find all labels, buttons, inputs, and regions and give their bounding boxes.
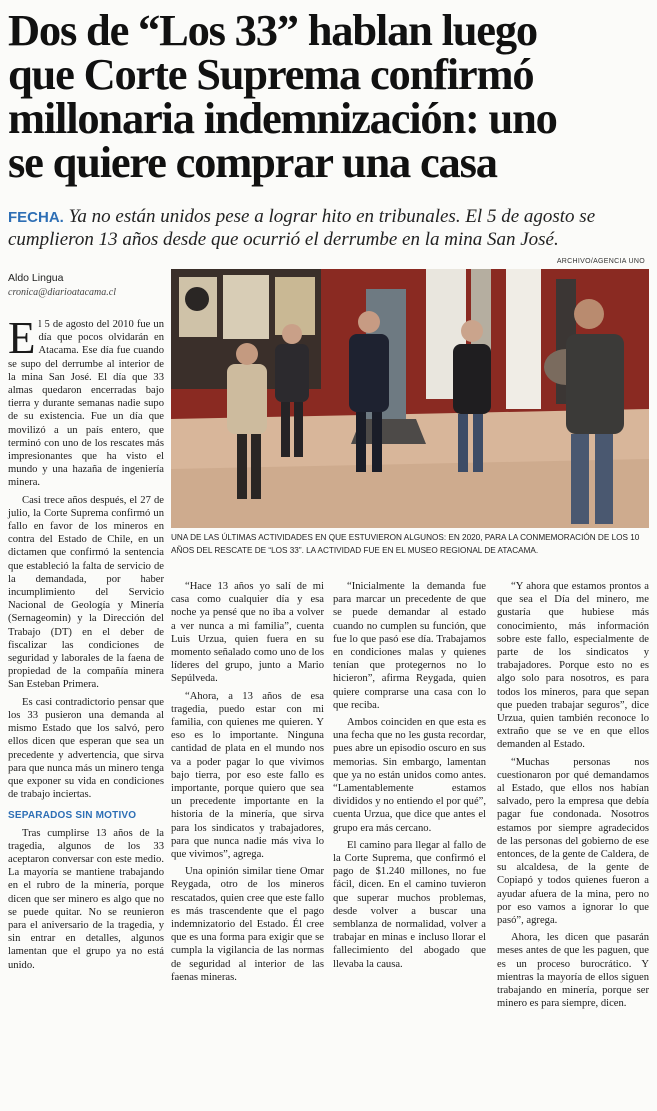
paragraph-1-text: l 5 de agosto del 2010 fue un día que pocos olvidarán en Atacama. Ese día fue cuando se supo del derrumbe al interior de la mina San José. El día que 33 almas quedaron encerradas bajo tierra y durante semanas nadie supo de su existencia. Fue un día que movilizó a un país entero, que terminó con uno de los rescates más impresionantes que ha visto el mundo y una hazaña de ingeniería minera.: [8, 319, 164, 489]
news-photo: [171, 269, 649, 528]
lead-paragraph: [8, 206, 649, 251]
headline-line-3: millonaria indemnización: uno: [8, 93, 557, 143]
headline-line-4: se quiere comprar una casa: [8, 137, 497, 187]
article-paragraph: “Inicialmente la demanda fue para marcar un precedente de que se puede demandar al estado cuando no cumplen su función, que fue lo que pasó ese día. Trabajamos en condiciones malas y quienes tenían que protegernos no lo hicieron”, afirma Reygada, quien quiere comprarse una casa con lo que reciba.: [333, 581, 486, 711]
photo-caption: UNA DE LAS ÚLTIMAS ACTIVIDADES EN QUE ESTUVIERON ALGUNOS: EN 2020, PARA LA CONMEMORACIÓN DE LOS 10 AÑOS DEL RESCATE DE “LOS 33”. LA ACTIVIDAD FUE EN EL MUSEO REGIONAL DE ATACAMA.: [171, 533, 640, 555]
article-column-3: [333, 580, 486, 975]
article-paragraph: “Ahora, a 13 años de esa tragedia, puedo estar con mi familia, con quienes me quieren. Y eso es lo importante. Ninguna cantidad de plata en el mundo nos va a poder pagar lo que vivimos bajo tierra, por eso este fallo es importante, porque quiero que sea un precedente importante en la historia de la minería, que sirva para los sindicatos y trabajadores, para que nunca nadie más viva lo que vivimos”, agrega.: [171, 690, 324, 861]
byline: [8, 272, 168, 298]
article-paragraph: Ambos coinciden en que esta es una fecha que no les gusta recordar, pues abre un episodio oscuro en sus memorias. Sin embargo, lamentan que ya no están unidos como antes. “Lamentablemente estamos divididos y no entiendo el por qué”, cuenta Urzua, que dice que antes el grupo era más cercano.: [333, 717, 486, 834]
lead-text: Ya no están unidos pese a lograr hito en tribunales. El 5 de agosto se cumplieron 13 años desde que ocurrió el derrumbe en la mina San José.: [8, 206, 596, 250]
article-paragraph: El camino para llegar al fallo de la Corte Suprema, que confirmó el pago de $1.240 millones, no fue fácil, dicen. En el camino tuvieron que superar muchos problemas, desde volver a buscar una semblanza de normalidad, volver a trabajar en minas e incluso llorar el fallecimiento del abogado que llevaba la causa.: [333, 839, 486, 970]
lead-kicker: FECHA.: [8, 209, 64, 226]
headline-line-2: que Corte Suprema confirmó: [8, 49, 534, 99]
article-column-1: [8, 313, 164, 976]
article-paragraph: Ahora, les dicen que pasarán meses antes de que les paguen, que es un proceso burocrático. Y mientras la mayoría de ellos siguen trabajando en minería, porque ser minero es para siempre, dicen.: [497, 932, 649, 1010]
dropcap: E: [8, 313, 36, 363]
article-column-4: [497, 580, 649, 1015]
article-paragraph: [8, 313, 164, 490]
headline-line-1: Dos de “Los 33” hablan luego: [8, 5, 537, 55]
article-column-2: [171, 580, 324, 988]
article-paragraph: “Hace 13 años yo salí de mi casa como cualquier día y esa noche ya pensé que no iba a volver a ver nunca a mi familia”, cuenta Luis Urzua, quien fuera en su momento señalado como uno de los líderes del grupo, junto a Mario Sepúlveda.: [171, 581, 324, 685]
article-paragraph: “Muchas personas nos cuestionaron por qué demandamos al Estado, que ellos nos habían salvado, pero la empresa que debía pagar fue condonada. Nosotros estamos por siempre agradecidos de las personas del gobierno de ese entonces, de la gente de Caldera, de su alcaldesa, de la gente de Copiapó y todos quienes fueron a ayudar afuera de la mina, pero no por eso vamos a ignorar lo que pasó”, agrega.: [497, 756, 649, 927]
article-paragraph: Una opinión similar tiene Omar Reygada, otro de los mineros rescatados, quien cree que este fallo es más trascendente que el pago indemnizatorio del Estado. Él cree que es una forma para exigir que se cumpla la vigilancia de las normas de seguridad al interior de las faenas mineras.: [171, 866, 324, 983]
section-subhead: SEPARADOS SIN MOTIVO: [8, 810, 137, 822]
headline: [8, 5, 649, 187]
article-paragraph: Es casi contradictorio pensar que los 33 pusieron una demanda al mismo Estado que los salvó, pero ellos dicen que esperan que sea un precedente y advertencia, que sirva para que nunca más un minero tenga que exponer su vida en condiciones de trabajo inciertas.: [8, 696, 164, 801]
author-email: cronica@diarioatacama.cl: [8, 287, 116, 298]
photo-credit: ARCHIVO/AGENCIA UNO: [556, 258, 645, 265]
article-paragraph: Tras cumplirse 13 años de la tragedia, algunos de los 33 aceptaron conversar con este medio. La mayoría se mantiene trabajando en el rubro de la minería, porque dicen que ser minero es algo que no se puede quitar. No se reunieron para el aniversario de la tragedia, y sin entrar en detalles, algunos lamentan que el grupo ya no está unido.: [8, 827, 164, 971]
article-paragraph: “Y ahora que estamos prontos a que sea el Día del minero, me gustaría que hubiese más conocimiento, más información sobre este fallo, especialmente de parte de los sindicatos y trabajadores. Porque esto no es algo solo para nosotros, es para todos los mineros, para que sepan que pueden trabajar seguros”, dice Urzua, quien también reconoce lo extraño que se ve en que ellos demanden al Estado.: [497, 581, 649, 751]
author-name: Aldo Lingua: [8, 272, 64, 284]
article-paragraph: Casi trece años después, el 27 de julio, la Corte Suprema confirmó un fallo en favor de los mineros en contra del Estado de Chile, en un dictamen que confirmó la sentencia que estableció la falta de servicio de la demandada, por haber incumplimiento del Servicio Nacional de Geología y Minería (Sernageomin) y la Dirección del Trabajo (DT) en el deber de fiscalizar las condiciones de seguridad y laborales de la faena de propiedad de la compañía minera San Esteban Primera.: [8, 494, 164, 691]
